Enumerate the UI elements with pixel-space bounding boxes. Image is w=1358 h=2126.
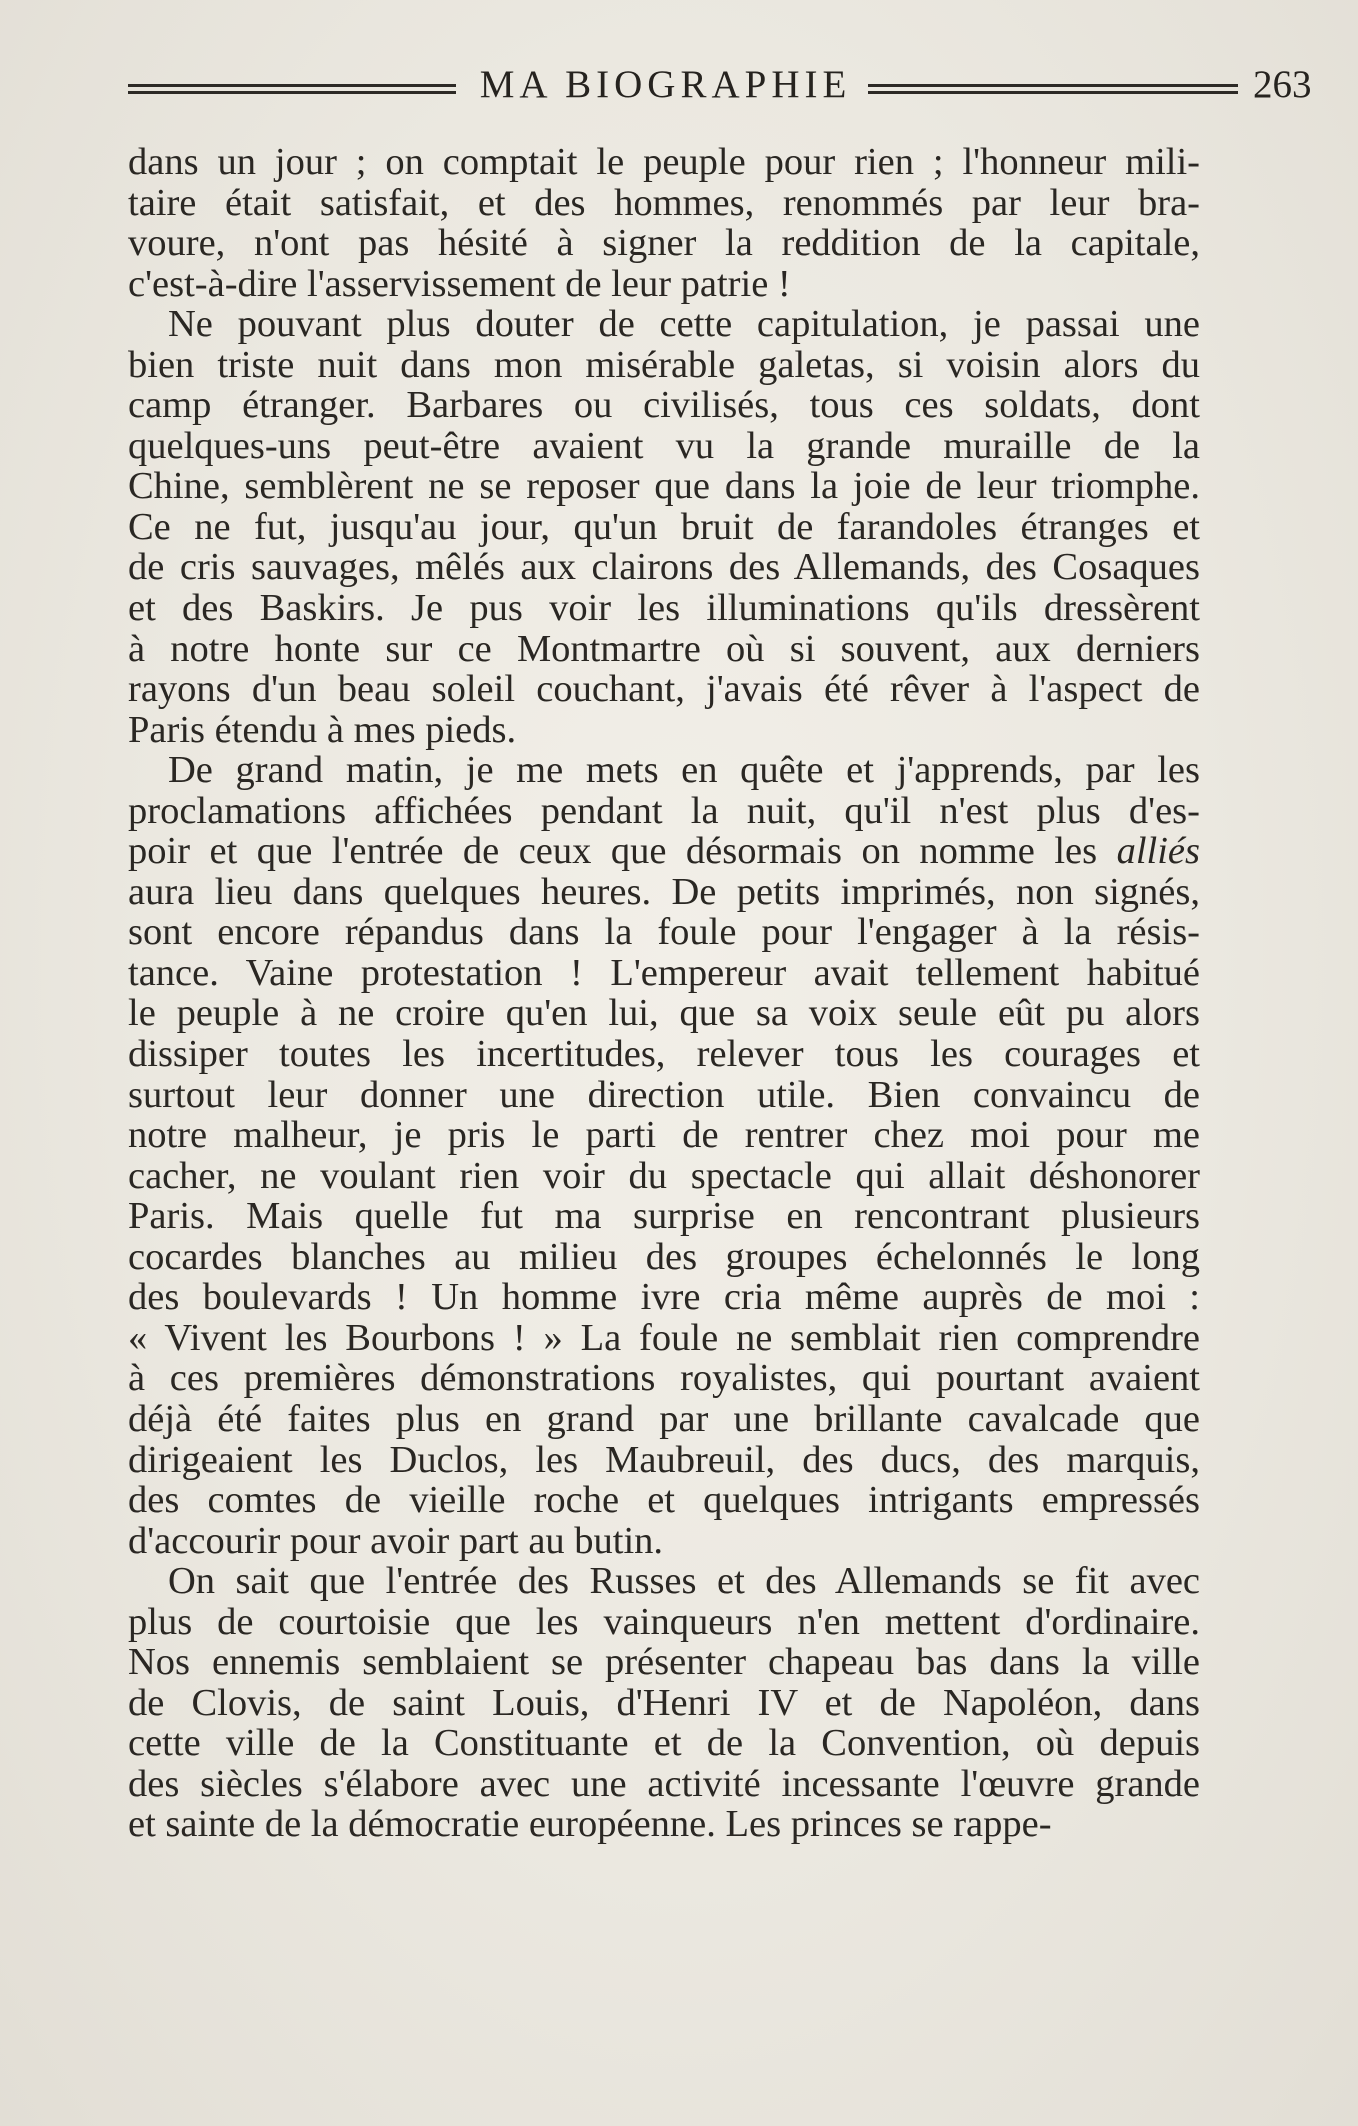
text-line: « Vivent les Bourbons ! » La foule ne semblait rien comprendre [128,1317,1200,1359]
paragraph [128,750,1200,1561]
text-line: Ne pouvant plus douter de cette capitulation, je passai une [168,304,1200,345]
text-line: bien triste nuit dans mon misérable galetas, si voisin alors du [128,344,1200,386]
text-line: Paris étendu à mes pieds. [128,709,517,751]
text-line: rayons d'un beau soleil couchant, j'avais été rêver à l'aspect de [128,669,1200,710]
text-line: Ce ne fut, jusqu'au jour, qu'un bruit de farandoles étranges et [128,506,1200,548]
running-header [128,62,1312,116]
paragraph [128,304,1200,750]
text-line: déjà été faites plus en grand par une brillante cavalcade que [128,1398,1200,1440]
text-line: des comtes de vieille roche et quelques intrigants empressés [128,1480,1200,1521]
text-line: à ces premières démonstrations royalistes, qui pourtant avaient [128,1358,1200,1399]
text-line: dans un jour ; on comptait le peuple pour rien ; l'honneur mili- [128,142,1200,183]
text-line: quelques-uns peut-être avaient vu la grande muraille de la [128,425,1200,467]
text-line: Nos ennemis semblaient se présenter chapeau bas dans la ville [128,1642,1200,1683]
text-line: On sait que l'entrée des Russes et des Allemands se fit avec [168,1561,1200,1602]
text-line: de cris sauvages, mêlés aux clairons des Allemands, des Cosaques [128,547,1200,589]
text-line: sont encore répandus dans la foule pour l'engager à la résis- [128,912,1200,953]
header-rule-left [128,84,456,94]
text-line: cacher, ne voulant rien voir du spectacle qui allait déshonorer [128,1155,1200,1197]
text-line: le peuple à ne croire qu'en lui, que sa voix seule eût pu alors [128,993,1200,1035]
text-line: proclamations affichées pendant la nuit, qu'il n'est plus d'es- [128,790,1200,832]
text-line: aura lieu dans quelques heures. De petits imprimés, non signés, [128,871,1200,913]
text-line: Paris. Mais quelle fut ma surprise en rencontrant plusieurs [128,1196,1200,1237]
text-line: à notre honte sur ce Montmartre où si souvent, aux derniers [128,628,1200,670]
running-title: MA BIOGRAPHIE [479,63,852,106]
text-line: des boulevards ! Un homme ivre cria même auprès de moi : [128,1277,1200,1318]
text-line: notre malheur, je pris le parti de rentrer chez moi pour me [128,1115,1200,1156]
paragraph [128,1561,1200,1845]
text-line: taire était satisfait, et des hommes, renommés par leur bra- [128,182,1200,224]
text-line: cocardes blanches au milieu des groupes échelonnés le long [128,1236,1200,1278]
text-line: poir et que l'entrée de ceux que désormais on nomme les alliés [128,831,1200,872]
text-line: dirigeaient les Duclos, les Maubreuil, des ducs, des marquis, [128,1439,1200,1481]
text-line: et des Baskirs. Je pus voir les illuminations qu'ils dressèrent [128,588,1200,629]
text-line: d'accourir pour avoir part au butin. [128,1520,664,1562]
text-line: plus de courtoisie que les vainqueurs n'en mettent d'ordinaire. [128,1601,1200,1643]
text-line: voure, n'ont pas hésité à signer la reddition de la capitale, [128,223,1200,264]
text-line: De grand matin, je me mets en quête et j'apprends, par les [168,750,1200,791]
text-line: cette ville de la Constituante et de la Convention, où depuis [128,1723,1200,1764]
text-line: surtout leur donner une direction utile. Bien convaincu de [128,1074,1200,1116]
text-line: des siècles s'élabore avec une activité incessante l'œuvre grande [128,1763,1200,1805]
text-line: c'est-à-dire l'asservissement de leur patrie ! [128,263,791,305]
page-number: 263 [1253,63,1312,106]
text-line: tance. Vaine protestation ! L'empereur avait tellement habitué [128,952,1200,994]
text-line: camp étranger. Barbares ou civilisés, tous ces soldats, dont [128,385,1200,426]
header-rule-right [868,84,1238,94]
text-line: Chine, semblèrent ne se reposer que dans la joie de leur triomphe. [128,466,1200,507]
body-text [128,142,1200,1845]
paragraph [128,142,1200,304]
text-line: dissiper toutes les incertitudes, relever tous les courages et [128,1034,1200,1075]
text-line: de Clovis, de saint Louis, d'Henri IV et de Napoléon, dans [128,1682,1200,1724]
text-line: et sainte de la démocratie européenne. Les princes se rappe- [128,1804,1052,1845]
